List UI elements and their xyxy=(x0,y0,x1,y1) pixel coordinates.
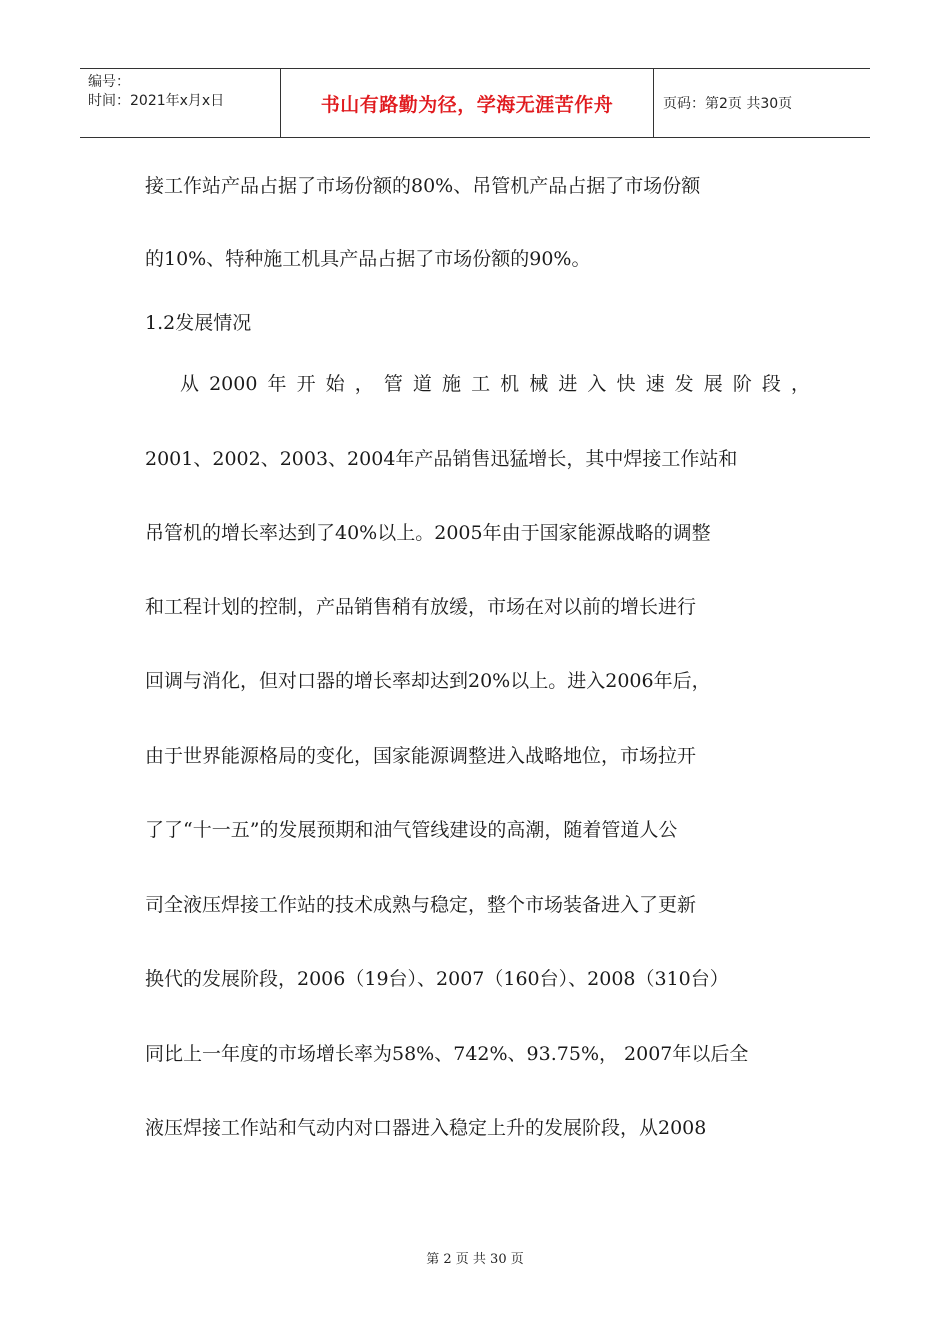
page-footer: 第 2 页 共 30 页 xyxy=(426,1252,524,1267)
body-line: 司全液压焊接工作站的技术成熟与稳定，整个市场装备进入了更新 xyxy=(145,894,697,916)
header-page-info: 页码：第2页 共30页 xyxy=(663,96,793,112)
body-line: 从2000年开始，管道施工机械进入快速发展阶段， xyxy=(180,373,810,395)
header-meta xyxy=(80,69,281,137)
body-line: 同比上一年度的市场增长率为58%、742%、93.75%， 2007年以后全 xyxy=(145,1043,749,1065)
header-motto: 书山有路勤为径，学海无涯苦作舟 xyxy=(281,69,654,137)
body-line: 了了“十一五”的发展预期和油气管线建设的高潮，随着管道人公 xyxy=(145,819,678,841)
body-line: 吊管机的增长率达到了40%以上。2005年由于国家能源战略的调整 xyxy=(145,522,711,544)
body-line: 液压焊接工作站和气动内对口器进入稳定上升的发展阶段，从2008 xyxy=(145,1117,707,1139)
body-line: 由于世界能源格局的变化，国家能源调整进入战略地位，市场拉开 xyxy=(145,745,697,767)
body-line: 接工作站产品占据了市场份额的80%、吊管机产品占据了市场份额 xyxy=(145,175,701,197)
page-header xyxy=(80,68,870,138)
body-line: 回调与消化，但对口器的增长率却达到20%以上。进入2006年后， xyxy=(145,670,711,692)
body-line: 换代的发展阶段，2006（19台）、2007（160台）、2008（310台） xyxy=(145,968,729,990)
body-line: 和工程计划的控制，产品销售稍有放缓，市场在对以前的增长进行 xyxy=(145,596,697,618)
section-heading: 1.2发展情况 xyxy=(145,312,252,334)
document-number-label: 编号： xyxy=(88,74,130,90)
body-line: 的10%、特种施工机具产品占据了市场份额的90%。 xyxy=(145,248,591,270)
body-line: 2001、2002、2003、2004年产品销售迅猛增长，其中焊接工作站和 xyxy=(145,448,738,470)
document-date: 时间：2021年x月x日 xyxy=(88,93,225,109)
